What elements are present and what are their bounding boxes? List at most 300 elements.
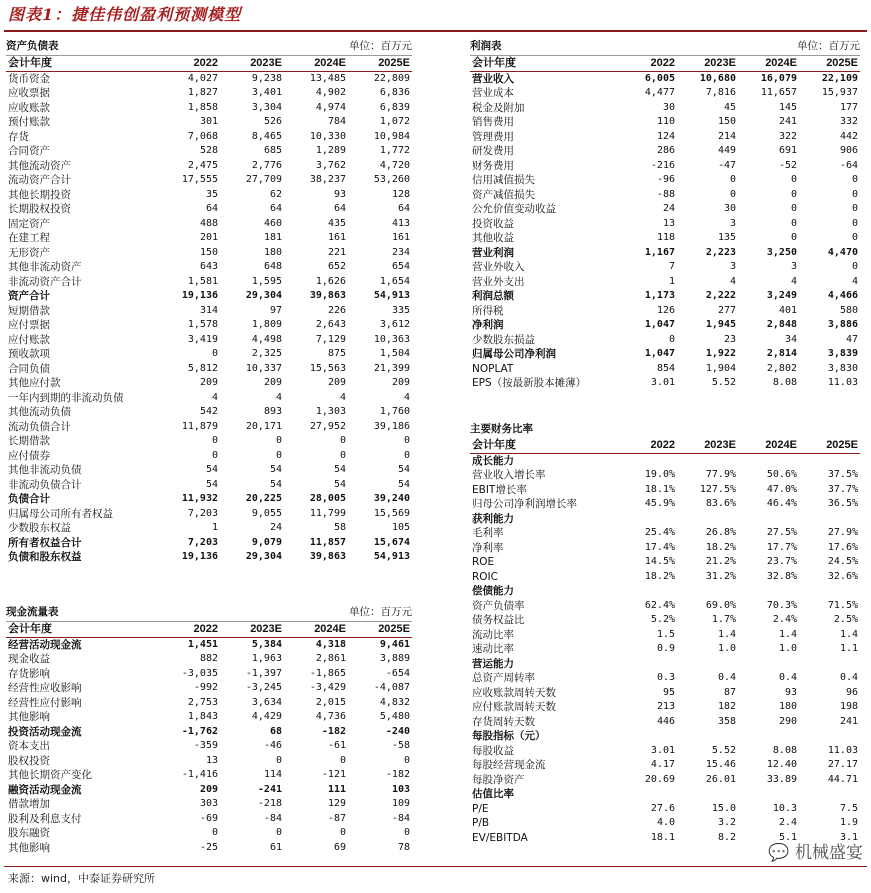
ratios-value-cell: 0.4	[717, 672, 736, 683]
balance-value-cell: 1,809	[251, 319, 282, 330]
income-row	[470, 217, 860, 232]
ratios-value-cell: 1.4	[717, 628, 736, 640]
income-label-cell: 信用减值损失	[472, 174, 535, 186]
balance-value-cell: 3,612	[379, 319, 410, 330]
ratios-label-cell: 资产负债率	[472, 599, 525, 612]
cashflow-value-cell: 2,753	[187, 696, 218, 708]
income-label-cell: 净利润	[472, 319, 504, 331]
balance-row	[6, 333, 412, 348]
cashflow-value-cell: 0	[339, 827, 346, 838]
ratios-value-cell: 2025E	[799, 438, 860, 453]
income-value-cell: 322	[778, 130, 797, 142]
balance-label-cell: 归属母公司所有者权益	[8, 507, 113, 520]
ratios-value-cell: 1.1	[839, 643, 858, 654]
balance-value-cell: 2,325	[251, 348, 282, 359]
ratios-value-cell: 8.08	[772, 744, 797, 756]
balance-value-cell: 209	[199, 377, 218, 388]
balance-value-cell: 4	[275, 391, 282, 403]
balance-value-cell: 4,902	[315, 87, 346, 98]
ratios-value-cell: 0.4	[778, 672, 797, 683]
ratios-value-cell	[616, 657, 677, 672]
cashflow-value-cell: 5,384	[251, 638, 282, 650]
balance-value-cell: 201	[199, 232, 218, 243]
cashflow-value-cell: 1,963	[251, 653, 282, 664]
cashflow-value-cell: -654	[385, 667, 410, 679]
income-value-cell: 0	[790, 203, 797, 214]
income-value-cell: 4	[729, 275, 736, 287]
cashflow-value-cell: 2,861	[315, 653, 346, 664]
balance-row	[6, 173, 412, 188]
balance-label-cell: 其他流动负债	[8, 406, 71, 418]
balance-label-cell: 应付债券	[8, 449, 50, 462]
ratios-label-cell: EV/EBITDA	[472, 831, 528, 844]
ratios-value-cell	[799, 787, 860, 802]
income-statement-panel	[470, 38, 860, 391]
ratios-row	[470, 483, 860, 498]
ratios-value-cell: 5.1	[778, 831, 797, 843]
ratios-value-cell: 46.4%	[766, 498, 797, 509]
balance-value-cell: 6,836	[379, 87, 410, 98]
cashflow-label-cell: 借款增加	[8, 798, 50, 810]
balance-row	[6, 478, 412, 493]
income-label-cell: 管理费用	[472, 130, 514, 143]
cashflow-value-cell: -4,087	[373, 682, 410, 693]
cashflow-value-cell: 2,015	[315, 696, 346, 708]
cashflow-value-cell: 0	[211, 827, 218, 838]
ratios-value-cell	[738, 657, 799, 672]
cash-flow-table	[6, 622, 412, 855]
ratios-value-cell: 446	[656, 715, 675, 727]
balance-value-cell: 20,225	[245, 493, 282, 504]
income-label-cell: 资产减值损失	[472, 188, 535, 201]
income-statement-title: 利润表	[470, 40, 502, 52]
cashflow-row	[6, 739, 412, 754]
income-label-cell: 销售费用	[472, 116, 514, 128]
ratios-label-cell: 毛利率	[472, 527, 504, 539]
ratios-row	[470, 570, 860, 585]
ratios-value-cell	[738, 787, 799, 802]
balance-label-cell: 一年内到期的非流动负债	[8, 391, 124, 404]
ratios-label-cell: 速动比率	[472, 643, 514, 655]
income-value-cell: 2,814	[766, 348, 797, 359]
cashflow-value-cell: 13	[205, 754, 218, 766]
balance-value-cell: 54	[205, 478, 218, 490]
balance-row	[6, 71, 412, 86]
income-value-cell: 1,047	[644, 319, 675, 330]
balance-value-cell: 5,812	[187, 362, 218, 374]
cashflow-value-cell: 303	[199, 798, 218, 809]
balance-value-cell: 0	[211, 348, 218, 359]
cashflow-label-cell: 融资活动现金流	[8, 783, 82, 796]
ratios-value-cell: 1.4	[839, 628, 858, 640]
balance-value-cell: 28,005	[309, 493, 346, 504]
balance-value-cell: 54,913	[373, 551, 410, 562]
cashflow-value-cell: -3,245	[245, 682, 282, 693]
ratios-value-cell: 15.0	[711, 802, 736, 814]
ratios-value-cell: 290	[778, 715, 797, 727]
balance-value-cell: 1,072	[379, 116, 410, 127]
balance-label-cell: 在建工程	[8, 232, 50, 244]
ratios-value-cell: 83.6%	[705, 498, 736, 509]
balance-row	[6, 217, 412, 232]
income-row	[470, 101, 860, 116]
balance-value-cell: 1,626	[315, 275, 346, 287]
cashflow-value-cell: 0	[403, 754, 410, 766]
ratios-value-cell: 27.9%	[827, 527, 858, 538]
ratios-value-cell	[616, 453, 677, 468]
ratios-row	[470, 497, 860, 512]
balance-value-cell: 4,498	[251, 333, 282, 345]
cashflow-value-cell: 68	[269, 725, 282, 737]
income-value-cell: 1	[668, 275, 675, 287]
cashflow-value-cell: -3,429	[309, 682, 346, 693]
income-value-cell: 4	[790, 275, 797, 287]
ratios-value-cell	[799, 584, 860, 599]
ratios-value-cell: 127.5%	[699, 483, 736, 495]
balance-value-cell: 64	[397, 203, 410, 214]
balance-label-cell: 应付票据	[8, 319, 50, 331]
income-row	[470, 246, 860, 261]
balance-label-cell: 无形资产	[8, 246, 50, 259]
balance-value-cell: 1,827	[187, 87, 218, 98]
income-value-cell: 110	[656, 116, 675, 127]
cashflow-value-cell: 1,843	[187, 711, 218, 722]
balance-value-cell: 7,203	[187, 536, 218, 548]
balance-value-cell: 38,237	[309, 174, 346, 185]
balance-value-cell: 9,079	[251, 536, 282, 548]
ratios-label-cell: 债务权益比	[472, 614, 525, 626]
ratios-header-row	[470, 438, 860, 453]
income-value-cell: 580	[839, 304, 858, 316]
ratios-value-cell: 2.5%	[833, 614, 858, 625]
balance-value-cell: 1	[211, 522, 218, 533]
income-label-cell: NOPLAT	[472, 362, 514, 375]
balance-label-cell: 固定资产	[8, 217, 50, 230]
income-row	[470, 188, 860, 203]
ratios-row	[470, 642, 860, 657]
income-row	[470, 333, 860, 348]
balance-row	[6, 130, 412, 145]
income-value-cell: 0	[729, 188, 736, 200]
cashflow-value-cell: 61	[269, 841, 282, 853]
income-value-cell: 214	[717, 130, 736, 142]
balance-label-cell: 流动资产合计	[8, 174, 71, 186]
income-value-cell: 1,167	[644, 246, 675, 258]
cashflow-label-cell: 股权投资	[8, 754, 50, 767]
balance-value-cell: 234	[391, 246, 410, 258]
balance-value-cell: 226	[327, 304, 346, 316]
income-value-cell: 118	[656, 232, 675, 243]
balance-row	[6, 550, 412, 565]
balance-value-cell: 24	[269, 522, 282, 533]
balance-label-cell: 长期借款	[8, 435, 50, 447]
cashflow-value-cell: -1,397	[245, 667, 282, 679]
ratios-value-cell	[738, 584, 799, 599]
balance-value-cell: 11,799	[309, 507, 346, 519]
income-row	[470, 289, 860, 304]
ratios-panel	[470, 421, 860, 845]
balance-label-cell: 负债和股东权益	[8, 551, 82, 563]
ratios-value-cell: 198	[839, 701, 858, 712]
balance-value-cell: 180	[263, 246, 282, 258]
ratios-value-cell: 182	[717, 701, 736, 712]
income-value-cell: 4,470	[827, 246, 858, 258]
balance-value-cell: 335	[391, 304, 410, 316]
ratios-label-cell: 成长能力	[472, 454, 514, 467]
balance-value-cell: 21,399	[373, 362, 410, 374]
income-row	[470, 275, 860, 290]
balance-value-cell: 54	[397, 478, 410, 490]
ratios-value-cell: 20.69	[644, 773, 675, 785]
cashflow-label-cell: 经营性应收影响	[8, 682, 82, 694]
balance-value-cell: 648	[263, 261, 282, 272]
cashflow-value-cell: -69	[199, 812, 218, 824]
balance-label-cell: 其他非流动负债	[8, 464, 82, 476]
ratios-value-cell	[677, 453, 738, 468]
ratios-row	[470, 613, 860, 628]
ratios-value-cell	[799, 729, 860, 744]
income-value-cell: 11,657	[760, 87, 797, 98]
balance-value-cell: 526	[263, 116, 282, 127]
cashflow-row	[6, 652, 412, 667]
balance-value-cell: 62	[269, 188, 282, 200]
ratios-value-cell: 96	[845, 686, 858, 698]
balance-label-cell: 预付账款	[8, 116, 50, 128]
balance-value-cell: 54	[269, 478, 282, 490]
balance-label-cell: 长期股权投资	[8, 203, 71, 215]
balance-value-cell: 27,709	[245, 174, 282, 185]
balance-label-cell: 非流动负债合计	[8, 478, 82, 491]
ratios-value-cell	[677, 787, 738, 802]
balance-label-cell: 少数股东权益	[8, 522, 71, 534]
ratios-value-cell	[738, 453, 799, 468]
income-value-cell: -88	[656, 188, 675, 200]
income-value-cell: 150	[717, 116, 736, 127]
cashflow-value-cell: -182	[385, 769, 410, 780]
cashflow-row	[6, 696, 412, 711]
balance-value-cell: 10,330	[309, 130, 346, 142]
income-value-cell: 0	[790, 232, 797, 243]
cashflow-value-cell: 0	[275, 827, 282, 838]
income-value-cell: -52	[778, 159, 797, 171]
cashflow-value-cell: 4,318	[315, 638, 346, 650]
balance-value-cell: 54	[397, 464, 410, 475]
income-row	[470, 304, 860, 319]
balance-value-cell: 488	[199, 217, 218, 229]
watermark-text: 机械盛宴	[795, 843, 863, 863]
cashflow-row	[6, 710, 412, 725]
cashflow-row	[6, 783, 412, 798]
balance-value-cell: 3,304	[251, 101, 282, 113]
balance-value-cell: 6,839	[379, 101, 410, 113]
ratios-value-cell: 32.6%	[827, 570, 858, 582]
ratios-row	[470, 599, 860, 614]
ratios-row	[470, 816, 860, 831]
balance-value-cell: 209	[391, 377, 410, 388]
ratios-label-cell: ROIC	[472, 570, 498, 583]
ratios-label-cell: 获利能力	[472, 512, 514, 525]
cashflow-value-cell: 111	[327, 783, 346, 795]
balance-value-cell: 3,762	[315, 159, 346, 171]
ratios-value-cell: 27.6	[650, 802, 675, 814]
balance-value-cell: 0	[211, 449, 218, 461]
balance-value-cell: 93	[333, 188, 346, 200]
balance-value-cell: 2,643	[315, 319, 346, 330]
ratios-row	[470, 512, 860, 527]
balance-value-cell: 54	[333, 464, 346, 475]
income-value-cell: 177	[839, 101, 858, 113]
balance-value-cell: 58	[333, 522, 346, 533]
balance-value-cell: 0	[275, 449, 282, 461]
balance-label-cell: 存货	[8, 130, 29, 143]
income-row	[470, 115, 860, 130]
balance-sheet-table	[6, 56, 412, 565]
income-value-cell: 2,222	[705, 290, 736, 301]
balance-sheet-unit: 单位：百万元	[349, 40, 412, 52]
cashflow-value-cell: 103	[391, 783, 410, 795]
income-value-cell: 0	[790, 188, 797, 200]
ratios-value-cell: 5.2%	[650, 614, 675, 625]
ratios-value-cell: 33.89	[766, 773, 797, 785]
income-value-cell: -96	[656, 174, 675, 185]
balance-value-cell: 643	[199, 261, 218, 272]
income-label-cell: 营业外收入	[472, 261, 525, 273]
balance-value-cell: 54	[205, 464, 218, 475]
income-value-cell: 449	[717, 145, 736, 156]
cashflow-value-cell: 4,429	[251, 711, 282, 722]
balance-label-cell: 所有者权益合计	[8, 536, 82, 549]
balance-sheet-panel	[6, 38, 412, 565]
balance-value-cell: 13,485	[309, 72, 346, 84]
ratios-value-cell: 8.2	[717, 831, 736, 843]
cashflow-value-cell: 882	[199, 653, 218, 664]
balance-row	[6, 362, 412, 377]
balance-value-cell: 2025E	[348, 56, 412, 71]
ratios-title: 主要财务比率	[470, 423, 533, 435]
ratios-value-cell: 17.7%	[766, 541, 797, 553]
ratios-value-cell	[738, 512, 799, 527]
income-value-cell: 286	[656, 145, 675, 156]
income-value-cell: 241	[778, 116, 797, 127]
balance-value-cell: 435	[327, 217, 346, 229]
balance-label-cell: 货币资金	[8, 72, 50, 85]
ratios-value-cell: 69.0%	[705, 599, 736, 611]
ratios-value-cell: 31.2%	[705, 570, 736, 582]
ratios-value-cell: 71.5%	[827, 599, 858, 611]
balance-row	[6, 289, 412, 304]
balance-label-cell: 应收账款	[8, 101, 50, 114]
income-row	[470, 362, 860, 377]
ratios-value-cell: 10.3	[772, 802, 797, 814]
cashflow-value-cell: 2024E	[284, 622, 348, 637]
cash-flow-panel	[6, 604, 412, 855]
cashflow-value-cell: 0	[403, 827, 410, 838]
figure-title: 图表1：捷佳伟创盈利预测模型	[8, 5, 242, 24]
cashflow-label-cell: 其他长期资产变化	[8, 769, 92, 781]
cashflow-row	[6, 812, 412, 827]
income-value-cell: 34	[784, 333, 797, 345]
balance-value-cell: 22,809	[373, 72, 410, 84]
cashflow-value-cell: -58	[391, 740, 410, 751]
cashflow-label-cell: 现金收益	[8, 653, 50, 665]
watermark-logo: 💬 机械盛宴	[768, 843, 863, 863]
balance-value-cell: 460	[263, 217, 282, 229]
income-value-cell: 1,047	[644, 348, 675, 359]
top-rule	[4, 30, 867, 32]
income-value-cell: 8.08	[772, 377, 797, 388]
ratios-value-cell	[799, 512, 860, 527]
balance-value-cell: 9,055	[251, 507, 282, 519]
ratios-value-cell	[799, 453, 860, 468]
ratios-row	[470, 715, 860, 730]
ratios-value-cell: 32.8%	[766, 570, 797, 582]
cashflow-value-cell: 0	[339, 754, 346, 766]
ratios-value-cell: 62.4%	[644, 599, 675, 611]
income-label-cell: 其他收益	[472, 232, 514, 244]
income-value-cell: 854	[656, 362, 675, 374]
balance-row	[6, 420, 412, 435]
ratios-value-cell: 77.9%	[705, 469, 736, 480]
cashflow-label-cell: 经营性应付影响	[8, 696, 82, 709]
income-row	[470, 71, 860, 86]
ratios-value-cell: 5.52	[711, 744, 736, 756]
income-value-cell: 1,945	[705, 319, 736, 330]
balance-row	[6, 202, 412, 217]
cashflow-value-cell: 4,832	[379, 696, 410, 708]
balance-value-cell: 128	[391, 188, 410, 200]
ratios-label-cell: 总资产周转率	[472, 672, 535, 684]
source-note: 来源：wind，中泰证券研究所	[8, 872, 156, 885]
ratios-value-cell: 26.8%	[705, 527, 736, 538]
balance-row	[6, 521, 412, 536]
cashflow-label-cell: 会计年度	[6, 622, 156, 637]
ratios-value-cell: 3.1	[839, 831, 858, 843]
ratios-value-cell: 19.0%	[644, 469, 675, 480]
balance-value-cell: 29,304	[245, 290, 282, 301]
income-value-cell: 30	[662, 101, 675, 113]
balance-value-cell: 10,337	[245, 362, 282, 374]
ratios-value-cell: 37.7%	[827, 483, 858, 495]
ratios-value-cell: 18.1%	[644, 483, 675, 495]
balance-value-cell: 39,863	[309, 290, 346, 301]
balance-label-cell: 会计年度	[6, 56, 156, 71]
cashflow-label-cell: 投资活动现金流	[8, 725, 82, 738]
ratios-value-cell: 18.2%	[705, 541, 736, 553]
ratios-value-cell: 1.0	[717, 643, 736, 654]
ratios-value-cell: 358	[717, 715, 736, 727]
ratios-label-cell: EBIT增长率	[472, 483, 527, 496]
cashflow-value-cell: 0	[275, 754, 282, 766]
balance-label-cell: 其他非流动资产	[8, 261, 82, 273]
cashflow-value-cell: 114	[263, 769, 282, 780]
balance-value-cell: 39,240	[373, 493, 410, 504]
cashflow-value-cell: -121	[321, 769, 346, 780]
ratios-value-cell: 1.7%	[711, 614, 736, 625]
cashflow-value-cell: 2023E	[220, 622, 284, 637]
ratios-row	[470, 541, 860, 556]
income-value-cell: 24	[662, 203, 675, 214]
income-label-cell: 营业收入	[472, 72, 514, 85]
cashflow-label-cell: 经营活动现金流	[8, 638, 82, 651]
balance-label-cell: 资产合计	[8, 290, 50, 302]
ratios-label-cell: 存货周转天数	[472, 715, 535, 728]
income-value-cell: 0	[851, 203, 858, 214]
income-header-row	[470, 56, 860, 71]
ratios-value-cell	[677, 729, 738, 744]
balance-label-cell: 其他应付款	[8, 377, 61, 389]
income-label-cell: 财务费用	[472, 159, 514, 172]
balance-value-cell: 9,238	[251, 72, 282, 84]
